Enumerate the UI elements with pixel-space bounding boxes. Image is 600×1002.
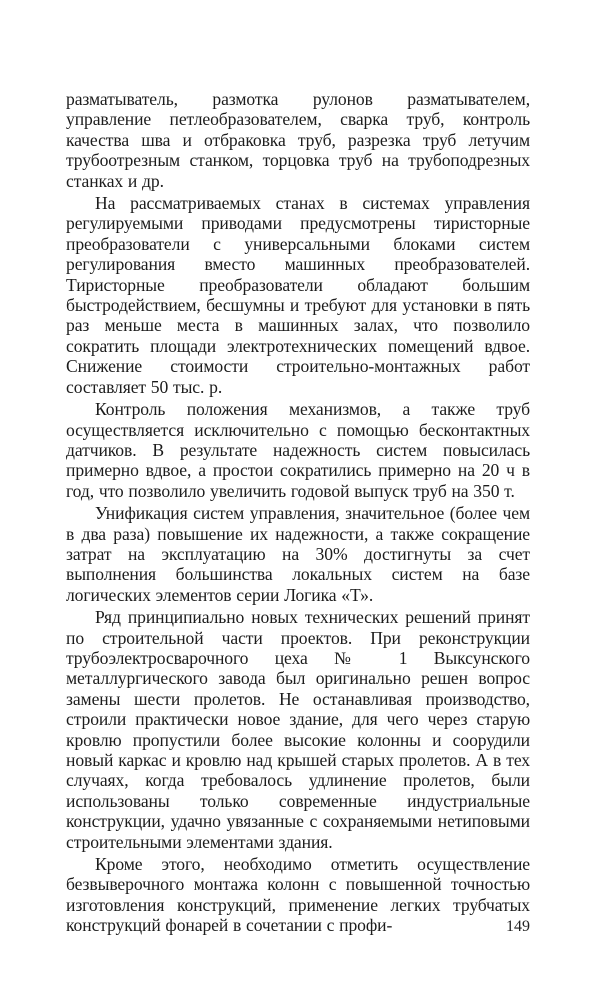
paragraph-2: На рассматриваемых станах в системах управления регулируемыми приводами предусмотрены тиристорные преобразователи с универсальными блоками систем регулирования вместо машинных преобразователей. Тиристорные преобразователи обладают большим быстродействием, бесшумны и требуют для установки в пять раз меньше места в машинных залах, что позволило сократить площади электротехнических помещений вдвое. Снижение стоимости строительно-монтажных работ составляет 50 тыс. р. [66,193,530,397]
paragraph-1: разматыватель, размотка рулонов разматывателем, управление петлеобразователем, сварка труб, контроль качества шва и отбраковка труб, разрезка труб летучим трубоотрезным станком, торцовка труб на трубоподрезных станках и др. [66,89,530,191]
page-number: 149 [506,918,530,935]
paragraph-5: Ряд принципиально новых технических решений принят по строительной части проектов. При реконструкции трубоэлектросварочного цеха № 1 Выксунского металлургического завода был оригинально решен вопрос замены шести пролетов. Не останавливая производство, строили практически новое здание, для чего через старую кровлю пропустили более высокие колонны и соорудили новый каркас и кровлю над крышей старых пролетов. А в тех случаях, когда требовалось удлинение пролетов, были использованы только современные индустриальные конструкции, удачно увязанные с сохраняемыми нетиповыми строительными элементами здания. [66,607,530,852]
paragraph-4: Унификация систем управления, значительное (более чем в два раза) повышение их надежности, а также сокращение затрат на эксплуатацию на 30% достигнуты за счет выполнения большинства локальных систем на базе логических элементов серии Логика «Т». [66,503,530,605]
paragraph-6: Кроме этого, необходимо отметить осуществление безвыверочного монтажа колонн с повышенной точностью изготовления конструкций, применение легких трубчатых конструкций фонарей в сочетании с профи- [66,854,530,936]
body-text [66,89,530,936]
paragraph-3: Контроль положения механизмов, а также труб осуществляется исключительно с помощью бесконтактных датчиков. В результате надежность систем повысилась примерно вдвое, а простои сократились примерно на 20 ч в год, что позволило увеличить годовой выпуск труб на 350 т. [66,399,530,501]
